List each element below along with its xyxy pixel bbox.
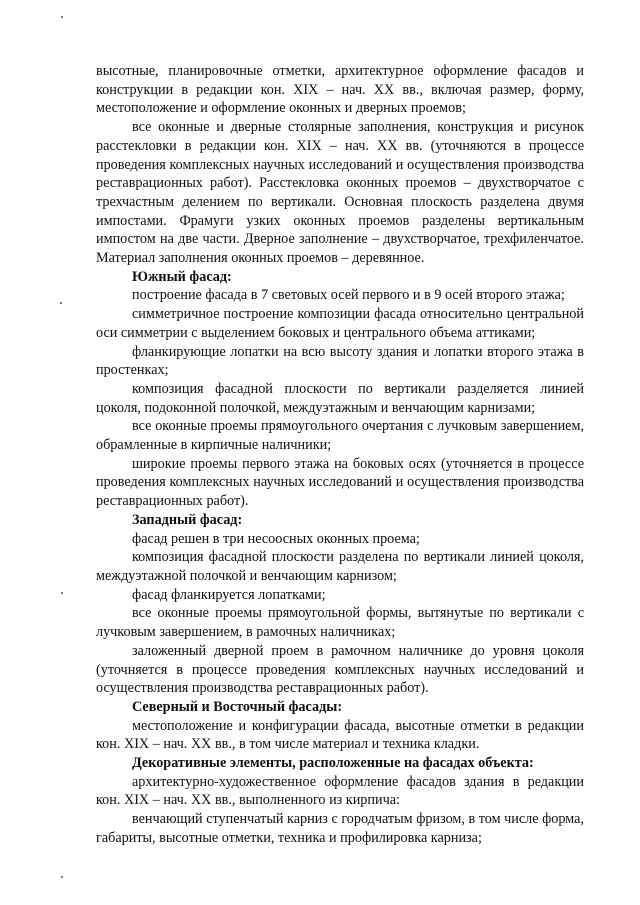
body-paragraph: построение фасада в 7 световых осей первого и в 9 осей второго этажа; (132, 287, 565, 304)
body-paragraph: симметричное построение композиции фасада относительно центральной оси симметрии с выделением боковых и центрального объема аттиками; (96, 306, 584, 341)
body-paragraph: все оконные проемы прямоугольной формы, вытянутые по вертикали с лучковым завершением, в рамочных наличниках; (96, 605, 584, 641)
scan-speck (61, 592, 63, 594)
section-heading: Декоративные элементы, расположенные на фасадах объекта: (132, 755, 534, 772)
body-paragraph: композиция фасадной плоскости разделена по вертикали линией цоколя, междуэтажной полочкой и венчающим карнизом; (96, 549, 584, 584)
body-paragraph: местоположение и конфигурации фасада, высотные отметки в редакции кон. XIX – нач. XX вв., в том числе материал и техника кладки. (96, 717, 584, 753)
scan-speck (61, 876, 63, 878)
document-body (96, 62, 584, 848)
body-paragraph: венчающий ступенчатый карниз с городчатым фризом, в том числе форма, габариты, высотные отметки, техника и профилировка карниза; (96, 811, 584, 846)
body-paragraph: фасад решен в три несоосных оконных проема; (132, 530, 420, 547)
section-heading: Западный фасад: (132, 511, 243, 528)
body-paragraph: все оконные проемы прямоугольного очертания с лучковым завершением, обрамленные в кирпичные наличники; (96, 418, 584, 454)
body-paragraph: фасад фланкируется лопатками; (132, 586, 326, 603)
body-paragraph: заложенный дверной проем в рамочном наличнике до уровня цоколя (уточняется в процессе проведения комплексных научных исследований и осуществления производства реставрационных работ). (96, 642, 584, 697)
section-heading: Северный и Восточный фасады: (132, 698, 343, 715)
body-paragraph: фланкирующие лопатки на всю высоту здания и лопатки второго этажа в простенках; (96, 343, 584, 379)
body-paragraph: широкие проемы первого этажа на боковых осях (уточняется в процессе проведения комплексных научных исследований и осуществления производства реставрационных работ). (96, 455, 584, 510)
body-paragraph: архитектурно-художественное оформление фасадов здания в редакции кон. XIX – нач. XX вв., выполненного из кирпича: (96, 773, 584, 809)
scan-speck (61, 16, 63, 18)
body-paragraph: композиция фасадной плоскости по вертикали разделяется линией цоколя, подоконной полочкой, междуэтажным и венчающим карнизами; (96, 380, 584, 416)
body-paragraph: высотные, планировочные отметки, архитектурное оформление фасадов и конструкции в редакции кон. XIX – нач. XX вв., включая размер, форму, местоположение и оформление оконных и дверных проемов; (96, 63, 584, 117)
body-paragraph: все оконные и дверные столярные заполнения, конструкция и рисунок расстекловки в редакции кон. XIX – нач. XX вв. (уточняются в процессе проведения комплексных научных исследований и осуществления производства реставрационных работ). Расстекловка оконных проемов – двухстворчатое с трехчастным делением по вертикали. Основная плоскость разделена двумя импостами. Фрамуги узких оконных проемов разделены вертикальным импостом на две части. Дверное заполнение – двухстворчатое, трехфиленчатое. Материал заполнения оконных проемов – деревянное. (96, 119, 584, 267)
scan-speck (60, 302, 62, 304)
section-heading: Южный фасад: (132, 268, 232, 285)
